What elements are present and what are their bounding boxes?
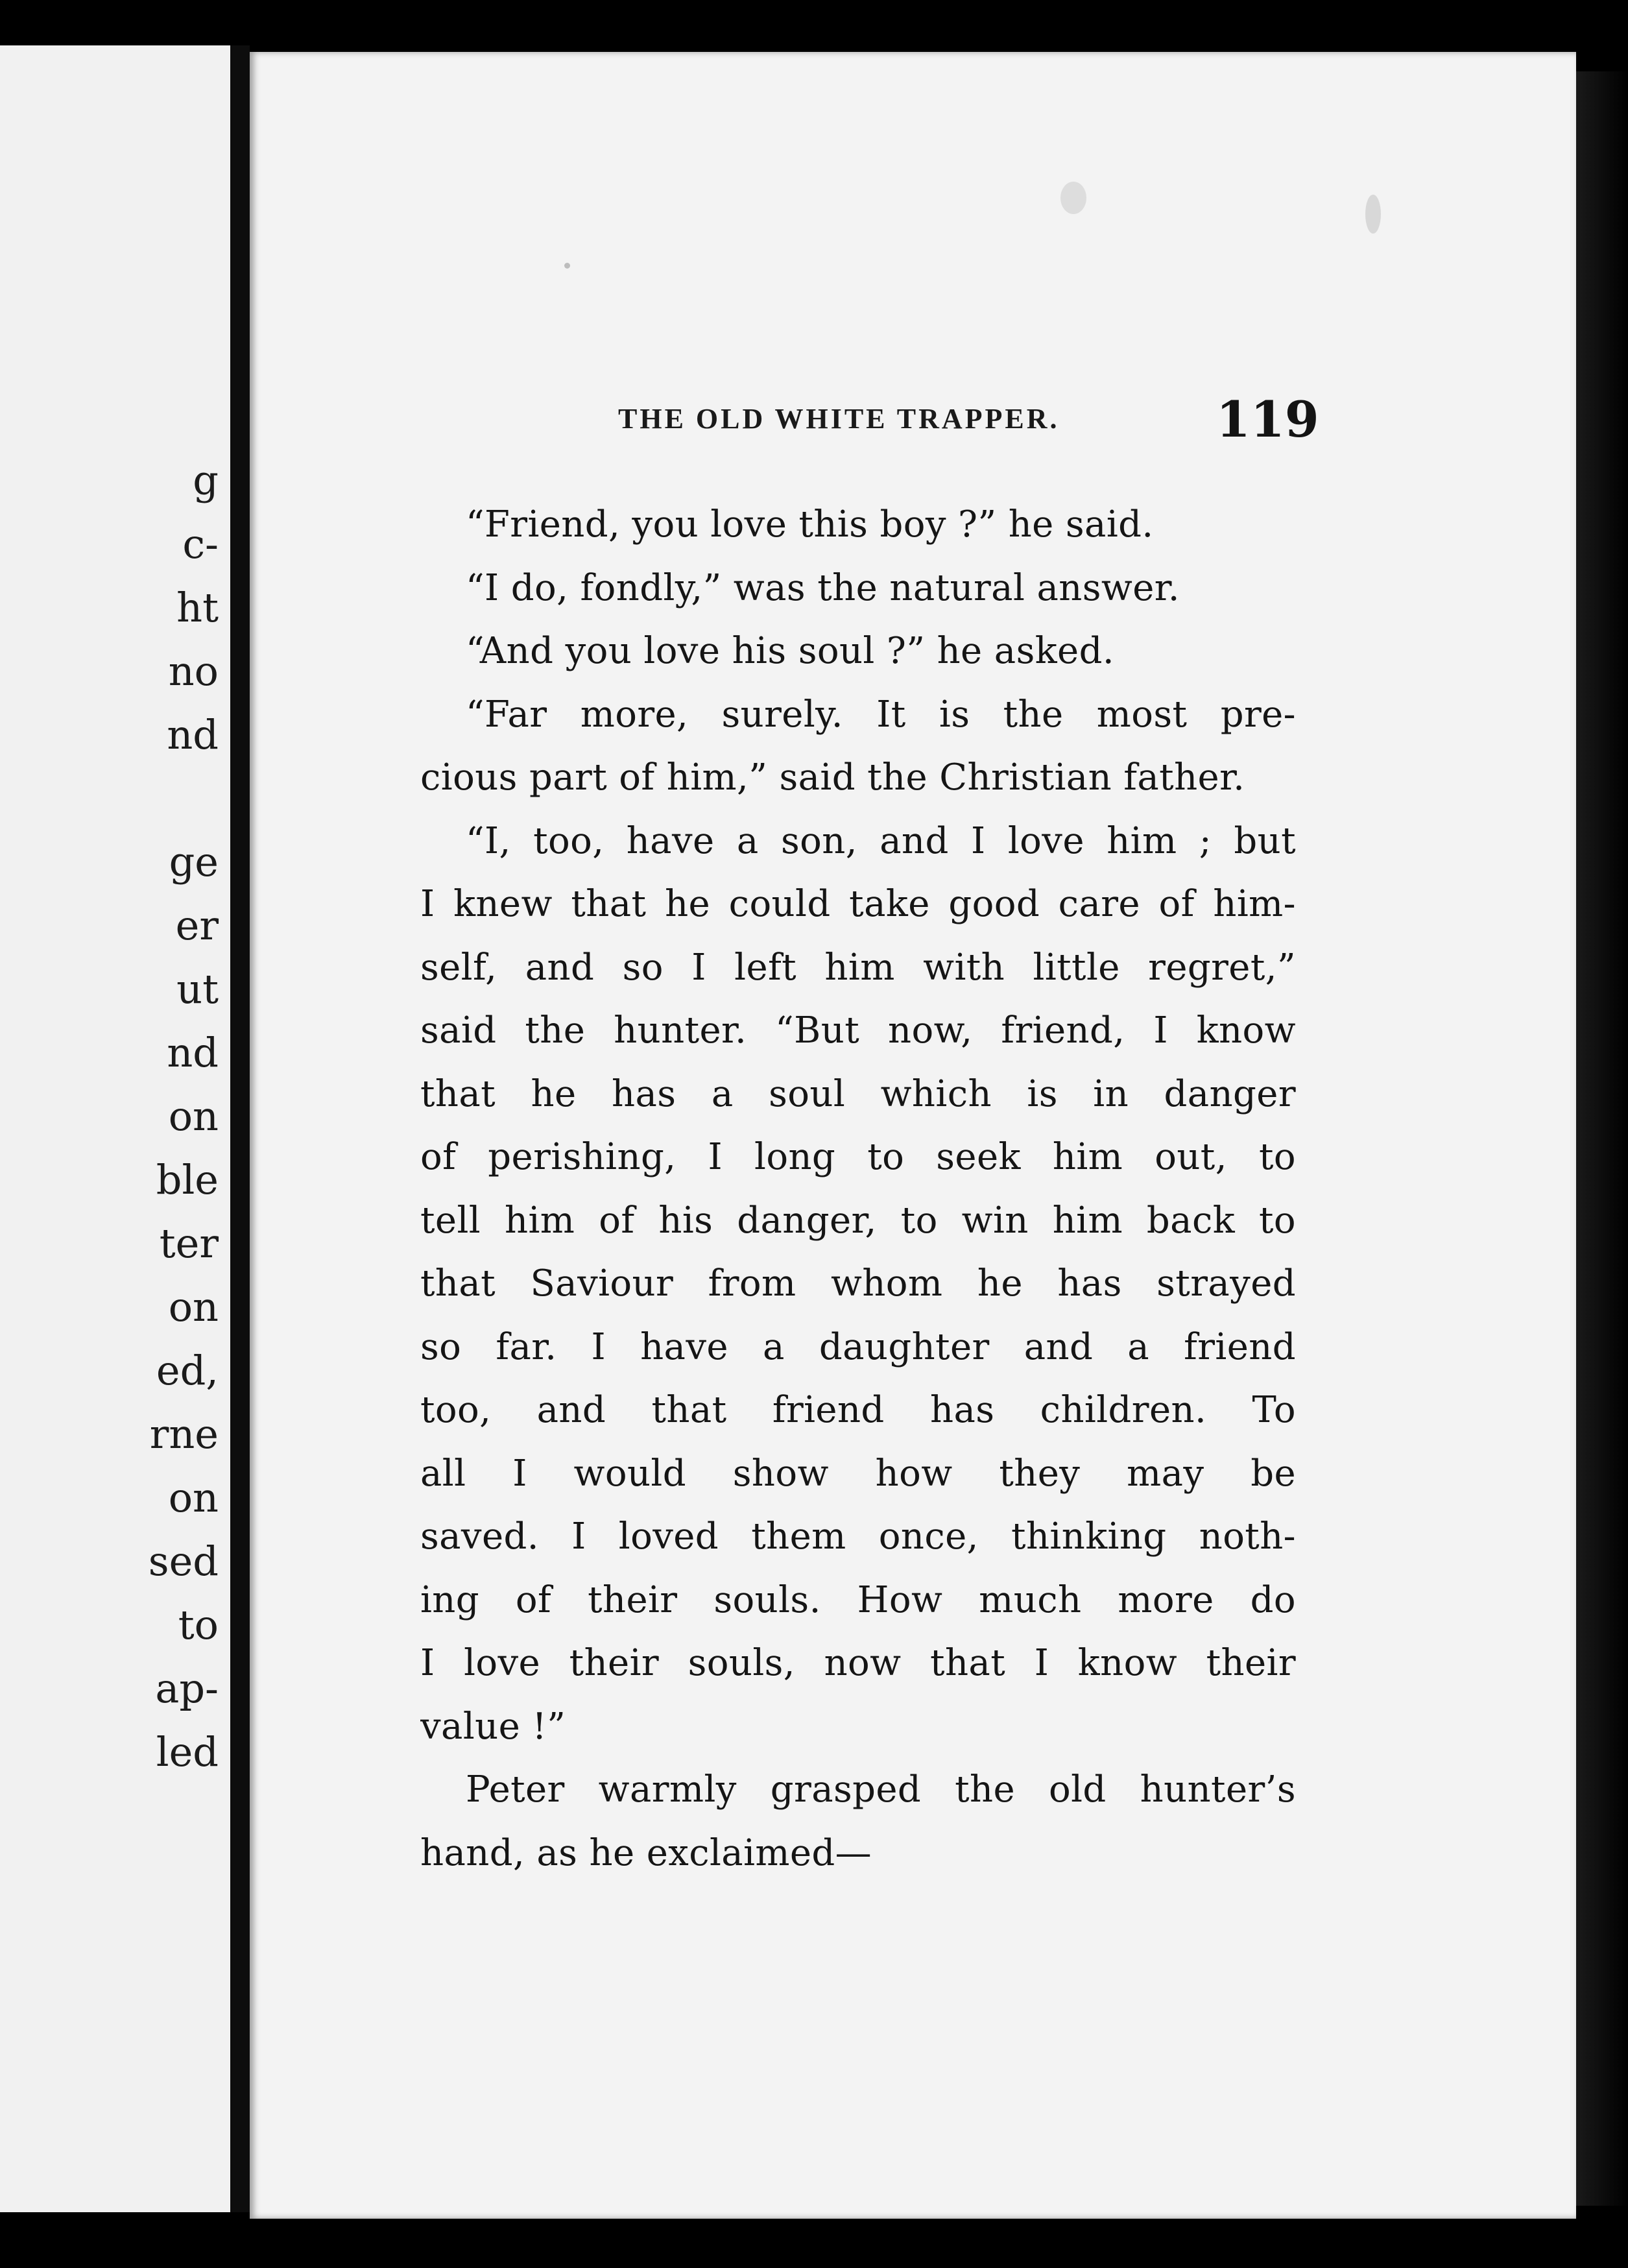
paper-speck — [1060, 182, 1086, 214]
text-line: I love their souls, now that I know their — [420, 1642, 1296, 1684]
text-line: “I, too, have a son, and I love him ; but — [466, 819, 1296, 862]
facing-page-fragment: ter — [159, 1220, 219, 1267]
page-number: 119 — [1216, 391, 1319, 448]
text-line: that he has a soul which is in danger — [420, 1072, 1296, 1115]
text-line: all I would show how they may be — [420, 1452, 1296, 1495]
facing-page-fragment: on — [168, 1092, 219, 1140]
paper-speck — [564, 263, 570, 269]
text-line: “Friend, you love this boy ?” he said. — [466, 503, 1154, 546]
text-line: value !” — [420, 1705, 566, 1748]
facing-page-fragment: on — [168, 1283, 219, 1331]
text-line: self, and so I left him with little regret,” — [420, 946, 1296, 989]
text-line: hand, as he exclaimed— — [420, 1831, 872, 1874]
text-line: Peter warmly grasped the old hunter’s — [466, 1768, 1296, 1811]
text-line: saved. I loved them once, thinking noth- — [420, 1515, 1296, 1558]
facing-page-fragment: to — [178, 1601, 219, 1648]
facing-page-left — [0, 45, 230, 2212]
text-line: I knew that he could take good care of him- — [420, 883, 1296, 925]
text-line: cious part of him,” said the Christian father. — [420, 756, 1245, 799]
text-line: too, and that friend has children. To — [420, 1389, 1296, 1431]
facing-page-fragment: nd — [167, 1029, 219, 1076]
facing-page-fragment: g — [193, 457, 219, 504]
facing-page-fragment: nd — [167, 711, 219, 758]
facing-page-fragment: er — [175, 902, 219, 949]
facing-page-fragment: no — [168, 647, 219, 695]
facing-page-fragment: ut — [176, 965, 219, 1013]
text-line: “And you love his soul ?” he asked. — [466, 630, 1115, 672]
text-line: that Saviour from whom he has strayed — [420, 1262, 1296, 1305]
facing-page-fragment: ble — [156, 1156, 219, 1203]
facing-page-fragment: c- — [182, 520, 219, 568]
facing-page-fragment: led — [156, 1728, 219, 1776]
text-line: “I do, fondly,” was the natural answer. — [466, 566, 1180, 609]
facing-page-fragment: ht — [176, 584, 219, 631]
facing-page-fragment: sed — [148, 1538, 219, 1585]
book-page-right — [250, 52, 1576, 2219]
facing-page-fragment: rne — [149, 1410, 219, 1458]
text-line: “Far more, surely. It is the most pre- — [466, 693, 1296, 736]
text-line: so far. I have a daughter and a friend — [420, 1325, 1296, 1368]
facing-page-fragment: ge — [169, 838, 219, 886]
book-gutter — [230, 45, 250, 2212]
running-header — [250, 350, 1576, 448]
text-line: said the hunter. “But now, friend, I know — [420, 1009, 1296, 1052]
text-line: tell him of his danger, to win him back to — [420, 1199, 1296, 1242]
body-text — [420, 493, 1296, 1885]
paper-speck — [1365, 195, 1381, 234]
facing-page-fragment: ed, — [156, 1347, 219, 1394]
running-title: THE OLD WHITE TRAPPER. — [618, 403, 1060, 435]
scan-edge-shadow — [1576, 71, 1628, 2206]
text-line: of perishing, I long to seek him out, to — [420, 1136, 1296, 1178]
facing-page-fragment: ap- — [155, 1665, 219, 1712]
facing-page-fragment: on — [168, 1474, 219, 1521]
text-line: ing of their souls. How much more do — [420, 1578, 1296, 1621]
